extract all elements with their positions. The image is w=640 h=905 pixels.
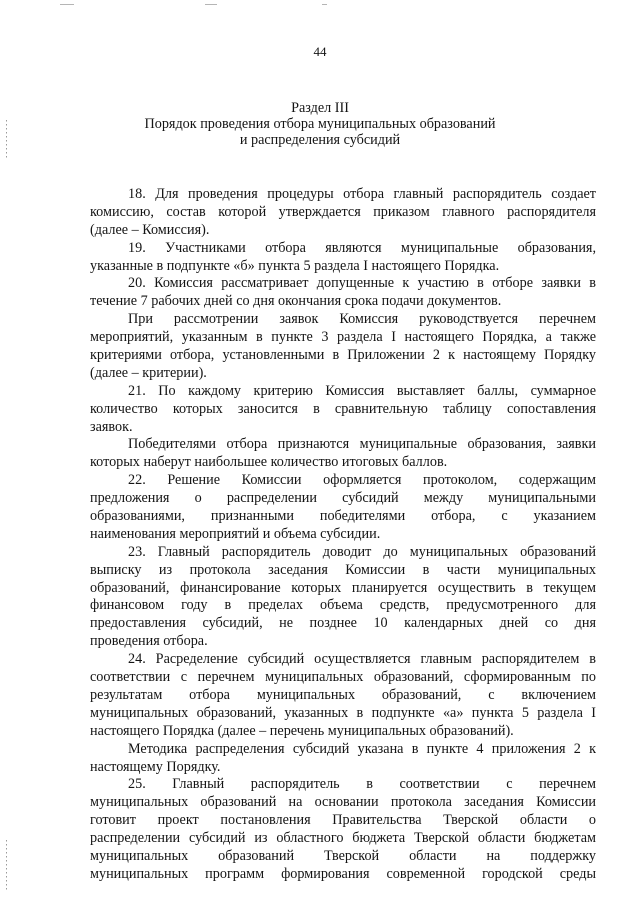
- section-label: Раздел III: [291, 100, 349, 116]
- text-line: При рассмотрении заявок Комиссия руководствуется перечнем: [128, 311, 596, 328]
- text-line: 19. Участниками отбора являются муниципальные образования,: [128, 239, 596, 256]
- page-number: 44: [313, 44, 327, 59]
- text-line: количество которых заносится в сравнительную таблицу сопоставления: [90, 400, 596, 417]
- text-line: предложения о распределении субсидий между муниципальными: [90, 490, 596, 507]
- text-line: муниципальных образований на основании протокола заседания Комиссии: [90, 794, 596, 811]
- section-heading: [0, 100, 640, 148]
- scan-artifact-top-left: [60, 4, 74, 5]
- text-line: результатам отбора муниципальных образований, с включением: [90, 686, 596, 703]
- scan-artifact-top-right: [322, 4, 327, 5]
- section-title-line-1: Порядок проведения отбора муниципальных образований: [144, 116, 496, 132]
- text-line: 21. По каждому критерию Комиссия выставляет баллы, суммарное: [128, 382, 596, 399]
- text-line: настоящему Порядку.: [90, 758, 221, 775]
- text-line: критериями отбора, установленными в Приложении 2 к настоящему Порядку: [90, 347, 596, 364]
- text-line: настоящего Порядка (далее – перечень муниципальных образований).: [90, 722, 514, 739]
- text-line: предоставления субсидий, не позднее 10 календарных дней со дня: [90, 615, 596, 632]
- text-line: наименования мероприятий и объема субсидии.: [90, 525, 381, 542]
- text-line: 25. Главный распорядитель в соответствии с перечнем: [128, 776, 596, 793]
- text-line: соответствии с перечнем муниципальных образований, сформированным по: [90, 669, 596, 686]
- text-line: муниципальных программ формирования современной городской среды: [90, 865, 596, 882]
- text-line: образований, финансирование которых планируется осуществить в текущем: [90, 579, 596, 596]
- text-line: муниципальных образований, указанных в подпункте «а» пункта 5 раздела I: [90, 704, 596, 721]
- body-text: [90, 186, 596, 884]
- text-line: мероприятий, указанным в пункте 3 раздела I настоящего Порядка, а также: [90, 329, 596, 346]
- text-line: 22. Решение Комиссии оформляется протоколом, содержащим: [128, 472, 596, 489]
- text-line: (далее – Комиссия).: [90, 221, 210, 238]
- text-line: 18. Для проведения процедуры отбора главный распорядитель создает: [128, 186, 596, 202]
- text-line: Победителями отбора признаются муниципальные образования, заявки: [128, 436, 596, 453]
- text-line: комиссию, состав которой утверждается приказом главного распорядителя: [90, 203, 596, 220]
- text-line: заявок.: [90, 418, 133, 435]
- scan-artifact-left-edge-lower: [6, 840, 7, 890]
- text-line: (далее – критерии).: [90, 364, 207, 381]
- text-line: течение 7 рабочих дней со дня окончания срока подачи документов.: [90, 293, 502, 310]
- text-line: 24. Расределение субсидий осуществляется главным распорядителем в: [128, 651, 596, 668]
- text-line: 23. Главный распорядитель доводит до муниципальных образований: [128, 543, 596, 560]
- text-line: проведения отбора.: [90, 633, 208, 650]
- text-line: образованиями, признанными победителями отбора, с указанием: [90, 508, 596, 525]
- scan-artifact-top-middle: [205, 4, 217, 5]
- text-line: Методика распределения субсидий указана в пункте 4 приложения 2 к: [128, 740, 596, 757]
- section-title-line-2: и распределения субсидий: [239, 132, 401, 148]
- text-line: 20. Комиссия рассматривает допущенные к участию в отборе заявки в: [128, 275, 596, 292]
- text-line: муниципальных образований Тверской области на поддержку: [90, 847, 596, 864]
- text-line: готовит проект постановления Правительства Тверской области о: [90, 812, 596, 829]
- text-line: которых наберут наибольшее количество итоговых баллов.: [90, 454, 448, 471]
- text-line: выписку из протокола заседания Комиссии в части муниципальных: [90, 561, 596, 578]
- text-line: финансовом году в пределах объема средств, предусмотренного для: [90, 597, 596, 614]
- text-line: распределении субсидий из областного бюджета Тверской области бюджетам: [90, 830, 596, 847]
- text-line: указанные в подпункте «б» пункта 5 раздела I настоящего Порядка.: [90, 257, 500, 274]
